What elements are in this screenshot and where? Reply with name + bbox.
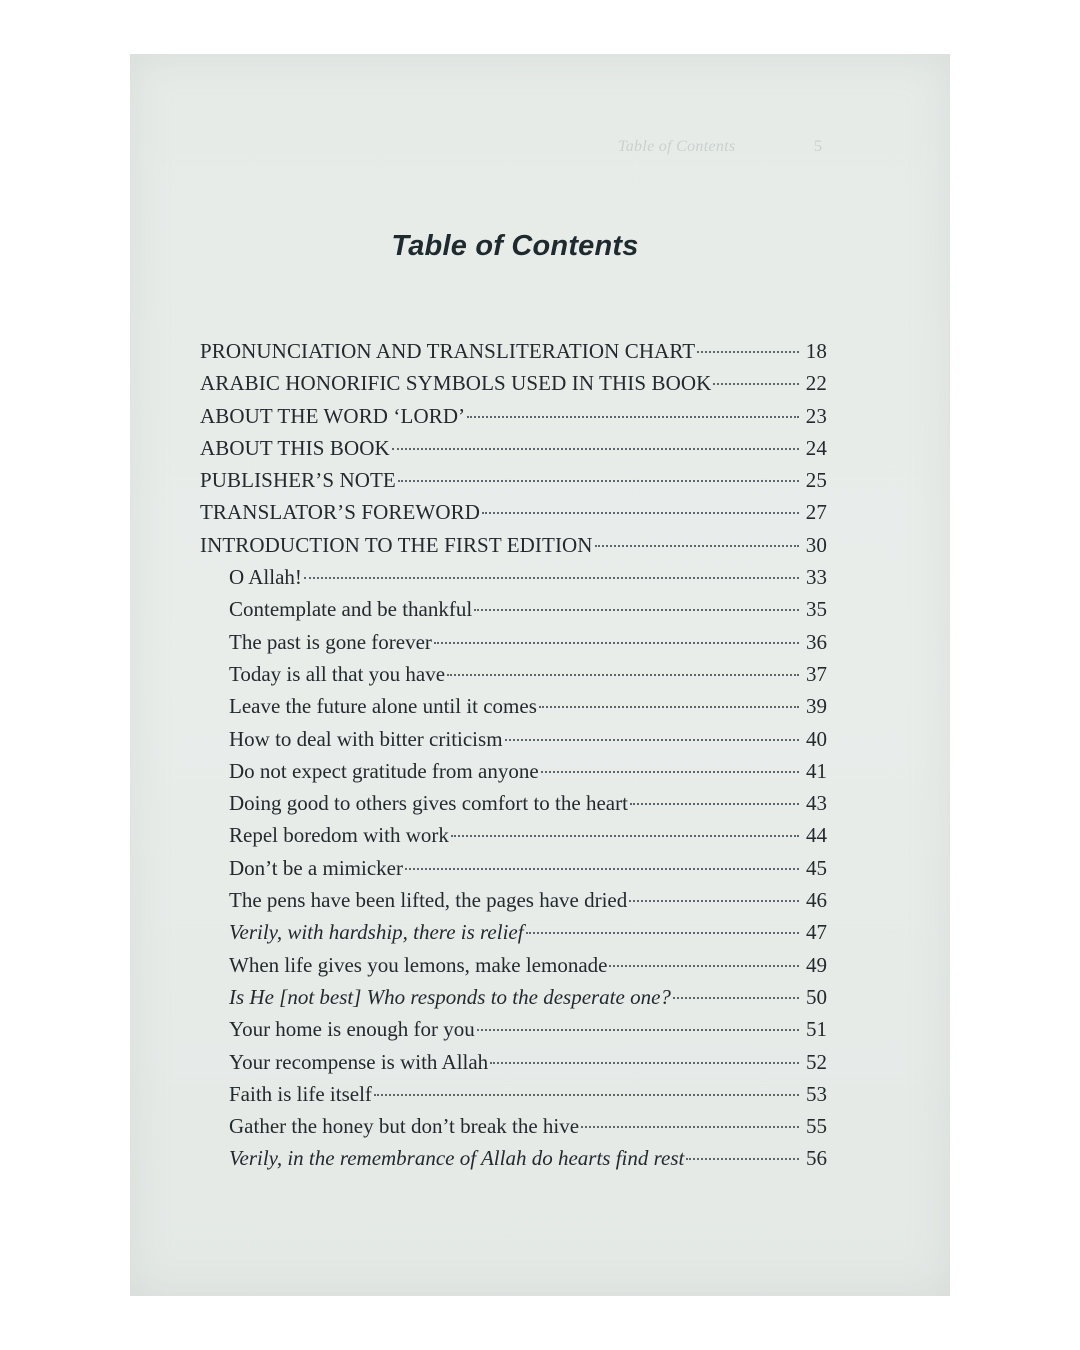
toc-entry-title: Do not expect gratitude from anyone (229, 758, 539, 783)
show-through-header-text: Table of Contents (618, 138, 736, 155)
dot-leader (526, 912, 799, 934)
dot-leader (505, 719, 799, 741)
toc-entry-page-number: 18 (805, 339, 827, 363)
toc-entry-title: INTRODUCTION TO THE FIRST EDITION (200, 532, 593, 557)
dot-leader (581, 1106, 799, 1128)
toc-entry-title: ABOUT THIS BOOK (200, 435, 390, 460)
dot-leader (482, 492, 799, 514)
toc-entry-title: Repel boredom with work (229, 823, 449, 848)
toc-entry-page-number: 56 (806, 1146, 827, 1171)
toc-entry-page-number: 43 (806, 791, 827, 816)
toc-entry-page-number: 40 (806, 726, 827, 751)
toc-entry-title: ARABIC HONORIFIC SYMBOLS USED IN THIS BOOK (200, 371, 712, 396)
show-through-page-number: 5 (814, 138, 823, 155)
toc-entry-page-number: 47 (806, 920, 827, 945)
toc-entry-title: Leave the future alone until it comes (229, 694, 537, 719)
dot-leader (490, 1042, 799, 1064)
toc-entry-page-number: 30 (805, 532, 827, 557)
toc-entry-page-number: 44 (806, 823, 827, 848)
toc-entry-page-number: 24 (805, 435, 827, 460)
show-through-running-header (618, 138, 823, 156)
toc-entry-page-number: 39 (806, 694, 827, 719)
toc-entry-page-number: 25 (805, 468, 827, 493)
dot-leader (392, 428, 799, 450)
toc-entry-title: Is He [not best] Who responds to the desperate one? (229, 984, 671, 1009)
toc-entry-title: Faith is life itself (229, 1081, 372, 1106)
dot-leader (474, 589, 799, 611)
toc-entry-title: Don’t be a mimicker (229, 855, 403, 880)
toc-entry-title: O Allah! (229, 565, 302, 590)
toc-entry-page-number: 46 (806, 888, 827, 913)
dot-leader (629, 880, 799, 902)
toc-entry-page-number: 37 (806, 661, 827, 686)
page-title: Table of Contents (391, 230, 639, 262)
book-page (130, 54, 950, 1296)
toc-entry-title: Gather the honey but don’t break the hive (229, 1114, 580, 1139)
toc-entry-page-number: 35 (806, 597, 827, 622)
dot-leader (539, 686, 799, 708)
toc-entry-page-number: 52 (806, 1049, 827, 1074)
toc-entry-title: Doing good to others gives comfort to the heart (229, 791, 628, 816)
toc-entry-page-number: 55 (806, 1114, 827, 1139)
toc-entry-page-number: 22 (805, 371, 827, 396)
dot-leader (398, 460, 799, 482)
dot-leader (673, 977, 799, 999)
dot-leader (467, 396, 799, 418)
toc-entry-page-number: 27 (805, 500, 827, 525)
toc-entry-title: PUBLISHER’S NOTE (200, 468, 396, 493)
dot-leader (451, 815, 799, 837)
dot-leader (434, 622, 799, 644)
toc-entry-page-number: 23 (805, 403, 827, 428)
dot-leader (713, 363, 799, 385)
toc-entry-title: TRANSLATOR’S FOREWORD (200, 500, 480, 525)
toc-entry (200, 1142, 827, 1174)
dot-leader (477, 1009, 799, 1031)
toc-entry-page-number: 33 (806, 565, 827, 590)
toc-entry-title: When life gives you lemons, make lemonade (229, 952, 608, 977)
dot-leader (447, 654, 799, 676)
toc-entry-title: How to deal with bitter criticism (229, 726, 503, 751)
toc-entry-title: The pens have been lifted, the pages have dried (229, 888, 628, 913)
toc-entry-title: Your recompense is with Allah (229, 1049, 489, 1074)
toc-entry-page-number: 53 (806, 1081, 827, 1106)
dot-leader (630, 783, 799, 805)
toc-entry-title: Contemplate and be thankful (229, 597, 473, 622)
toc-entry-title: The past is gone forever (229, 629, 432, 654)
toc-entry-page-number: 41 (806, 758, 827, 783)
toc-entry-page-number: 45 (806, 855, 827, 880)
toc-entry-title: PRONUNCIATION AND TRANSLITERATION CHART (200, 339, 696, 363)
toc-entry-title: Your home is enough for you (229, 1017, 475, 1042)
dot-leader (405, 848, 799, 870)
toc-entry-page-number: 51 (806, 1017, 827, 1042)
dot-leader (697, 331, 799, 353)
dot-leader (541, 751, 799, 773)
toc-entry-page-number: 49 (806, 952, 827, 977)
dot-leader (686, 1138, 799, 1160)
toc-entry-title: Today is all that you have (229, 661, 446, 686)
toc-entry-title: ABOUT THE WORD ‘LORD’ (200, 403, 466, 428)
dot-leader (609, 945, 799, 967)
toc-entry-page-number: 50 (806, 984, 827, 1009)
toc-entry-page-number: 36 (806, 629, 827, 654)
toc-entry-title: Verily, with hardship, there is relief (229, 920, 524, 945)
dot-leader (304, 557, 799, 579)
table-of-contents (200, 335, 827, 1175)
dot-leader (374, 1074, 799, 1096)
dot-leader (595, 525, 799, 547)
toc-entry-title: Verily, in the remembrance of Allah do hearts find rest (229, 1146, 685, 1171)
